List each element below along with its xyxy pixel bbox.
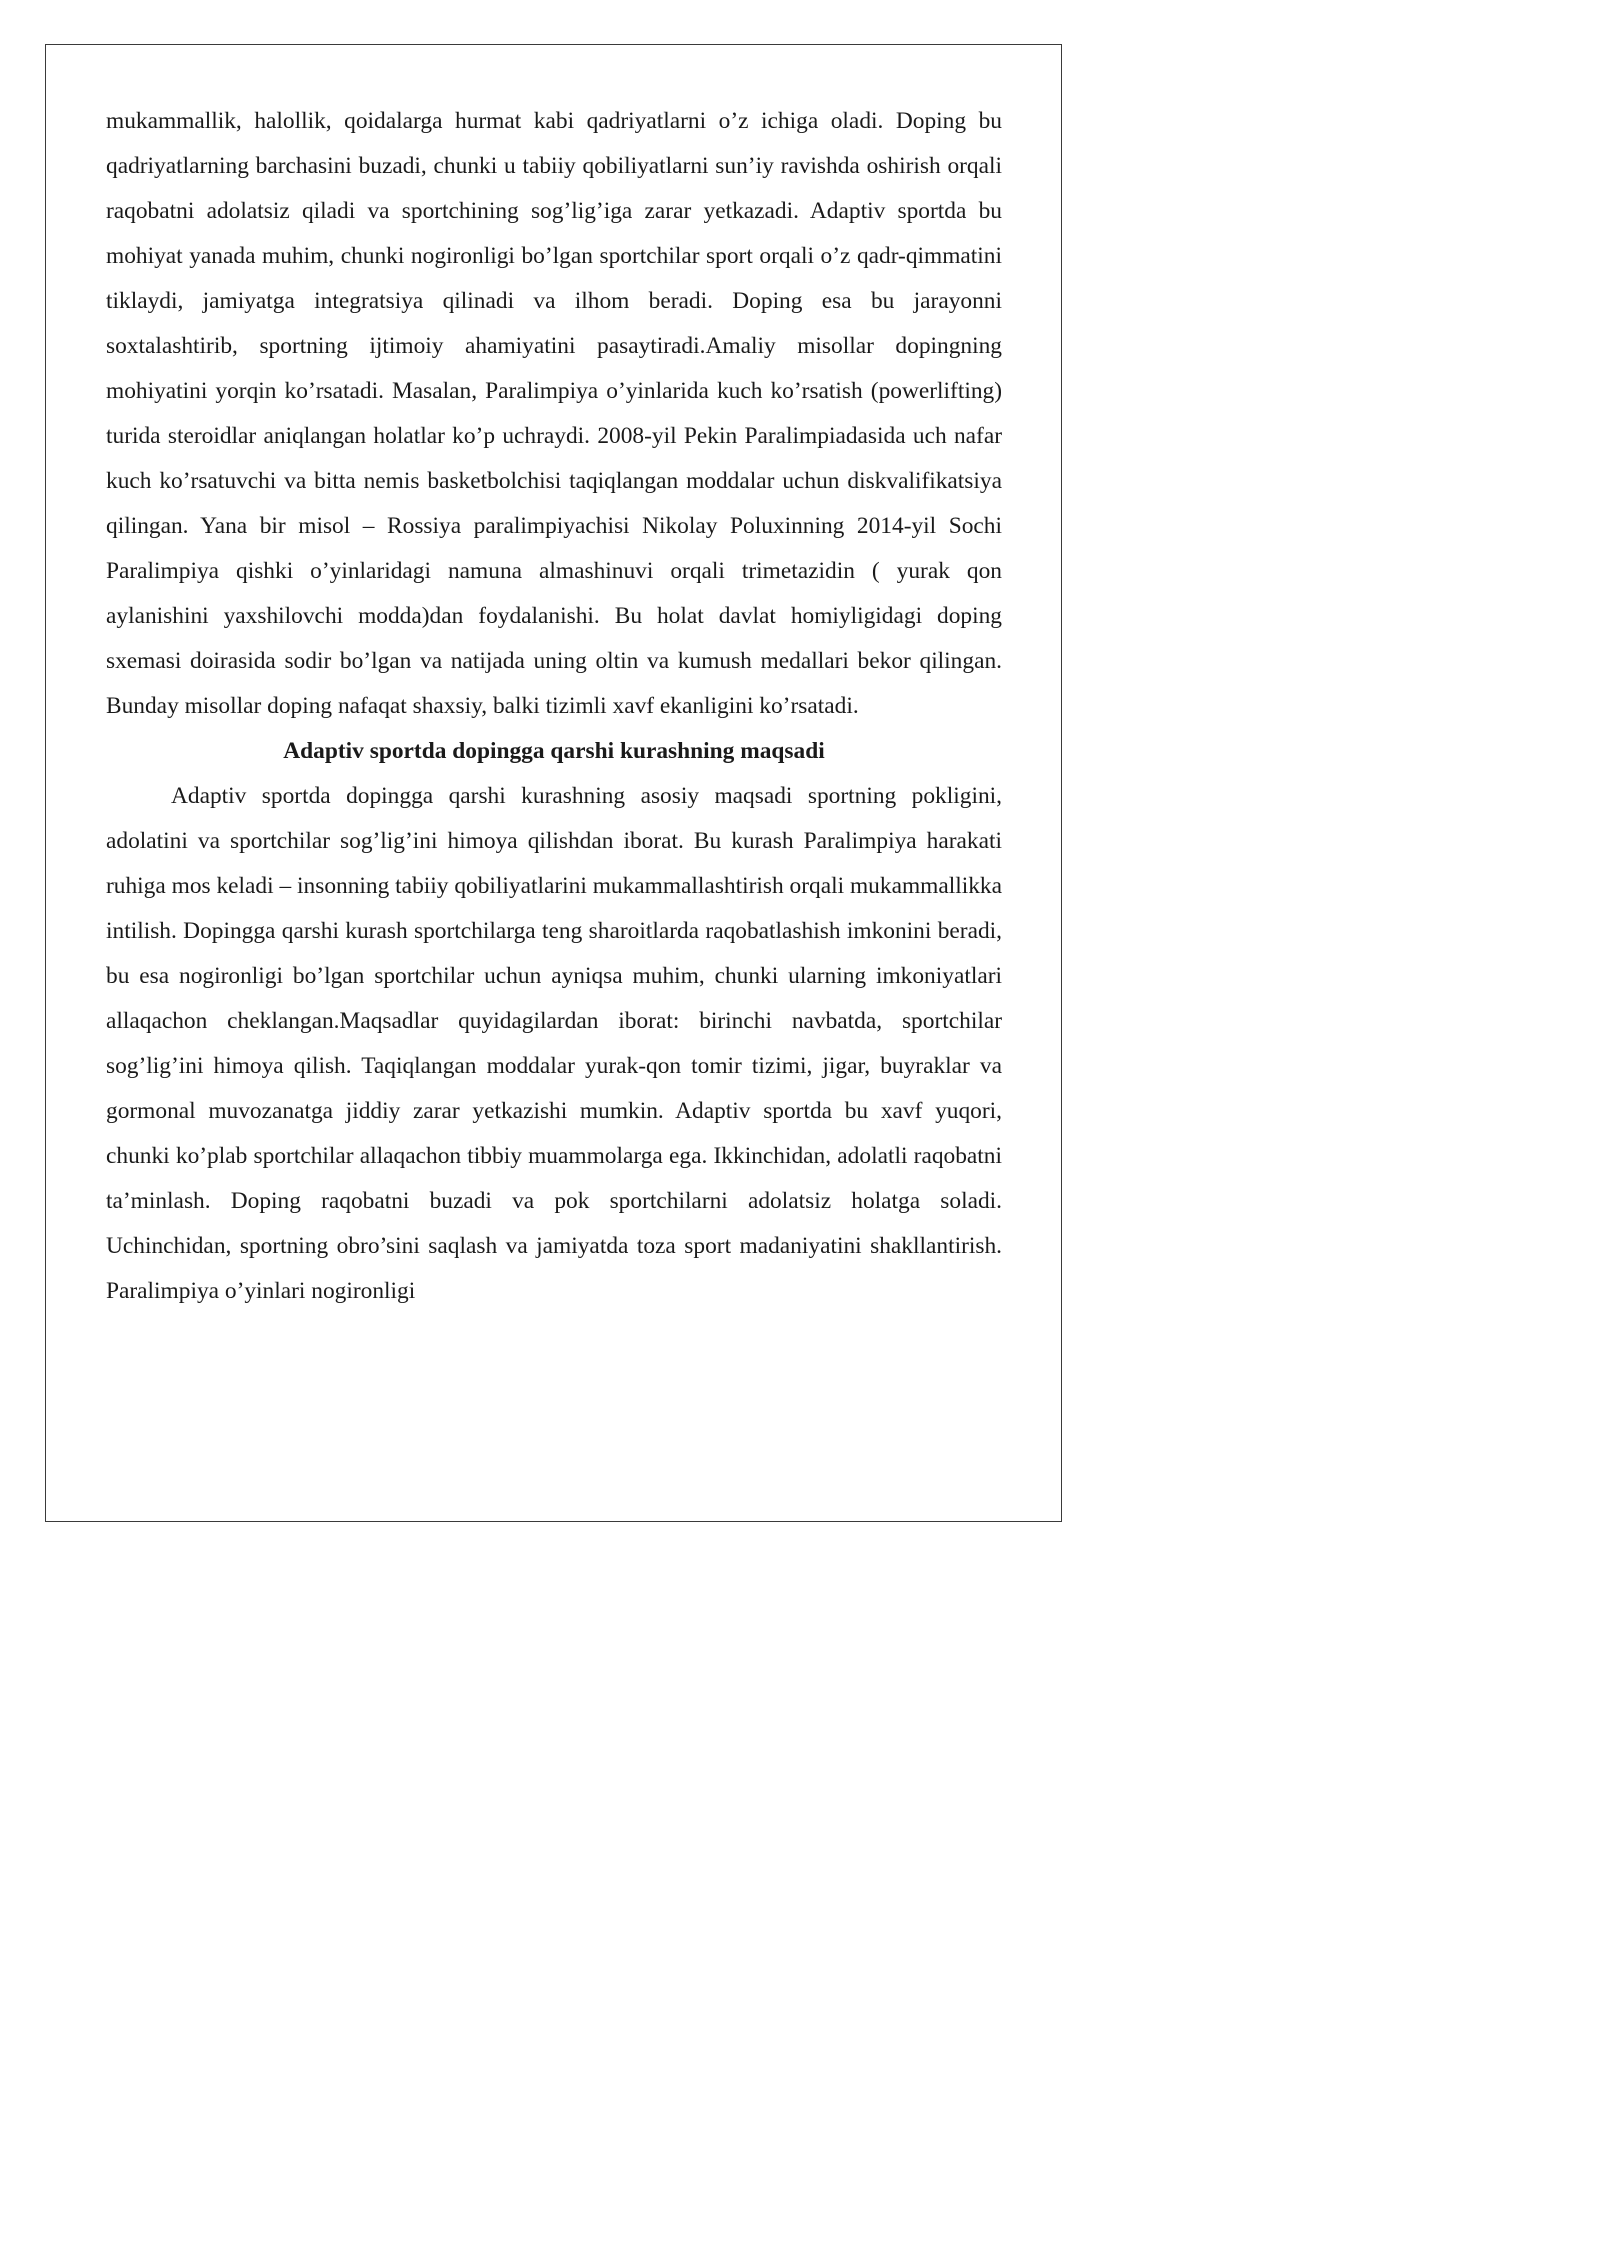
- section-heading: Adaptiv sportda dopingga qarshi kurashning maqsadi: [283, 738, 825, 764]
- document-body: [106, 99, 1002, 1314]
- body-paragraph: mukammallik, halollik, qoidalarga hurmat kabi qadriyatlarni o’z ichiga oladi. Doping bu qadriyatlarning barchasini buzadi, chunki u tabiiy qobiliyatlarni sun’iy ravishda oshirish orqali raqobatni adolatsiz qiladi va sportchining sog’lig’iga zarar yetkazadi. Adaptiv sportda bu mohiyat yanada muhim, chunki nogironligi bo’lgan sportchilar sport orqali o’z qadr-qimmatini tiklaydi, jamiyatga integratsiya qilinadi va ilhom beradi. Doping esa bu jarayonni soxtalashtirib, sportning ijtimoiy ahamiyatini pasaytiradi.Amaliy misollar dopingning mohiyatini yorqin ko’rsatadi. Masalan, Paralimpiya o’yinlarida kuch ko’rsatish (powerlifting) turida steroidlar aniqlangan holatlar ko’p uchraydi. 2008-yil Pekin Paralimpiadasida uch nafar kuch ko’rsatuvchi va bitta nemis basketbolchisi taqiqlangan moddalar uchun diskvalifikatsiya qilingan. Yana bir misol – Rossiya paralimpiyachisi Nikolay Poluxinning 2014-yil Sochi Paralimpiya qishki o’yinlaridagi namuna almashinuvi orqali trimetazidin ( yurak qon aylanishini yaxshilovchi modda)dan foydalanishi. Bu holat davlat homiyligidagi doping sxemasi doirasida sodir bo’lgan va natijada uning oltin va kumush medallari bekor qilingan. Bunday misollar doping nafaqat shaxsiy, balki tizimli xavf ekanligini ko’rsatadi.: [106, 108, 1002, 719]
- body-paragraph: Adaptiv sportda dopingga qarshi kurashning asosiy maqsadi sportning pokligini, adolatini va sportchilar sog’lig’ini himoya qilishdan iborat. Bu kurash Paralimpiya harakati ruhiga mos keladi – insonning tabiiy qobiliyatlarini mukammallashtirish orqali mukammallikka intilish. Dopingga qarshi kurash sportchilarga teng sharoitlarda raqobatlashish imkonini beradi, bu esa nogironligi bo’lgan sportchilar uchun ayniqsa muhim, chunki ularning imkoniyatlari allaqachon cheklangan.Maqsadlar quyidagilardan iborat: birinchi navbatda, sportchilar sog’lig’ini himoya qilish. Taqiqlangan moddalar yurak-qon tomir tizimi, jigar, buyraklar va gormonal muvozanatga jiddiy zarar yetkazishi mumkin. Adaptiv sportda bu xavf yuqori, chunki ko’plab sportchilar allaqachon tibbiy muammolarga ega. Ikkinchidan, adolatli raqobatni ta’minlash. Doping raqobatni buzadi va pok sportchilarni adolatsiz holatga soladi. Uchinchidan, sportning obro’sini saqlash va jamiyatda toza sport madaniyatini shakllantirish. Paralimpiya o’yinlari nogironligi: [106, 783, 1002, 1304]
